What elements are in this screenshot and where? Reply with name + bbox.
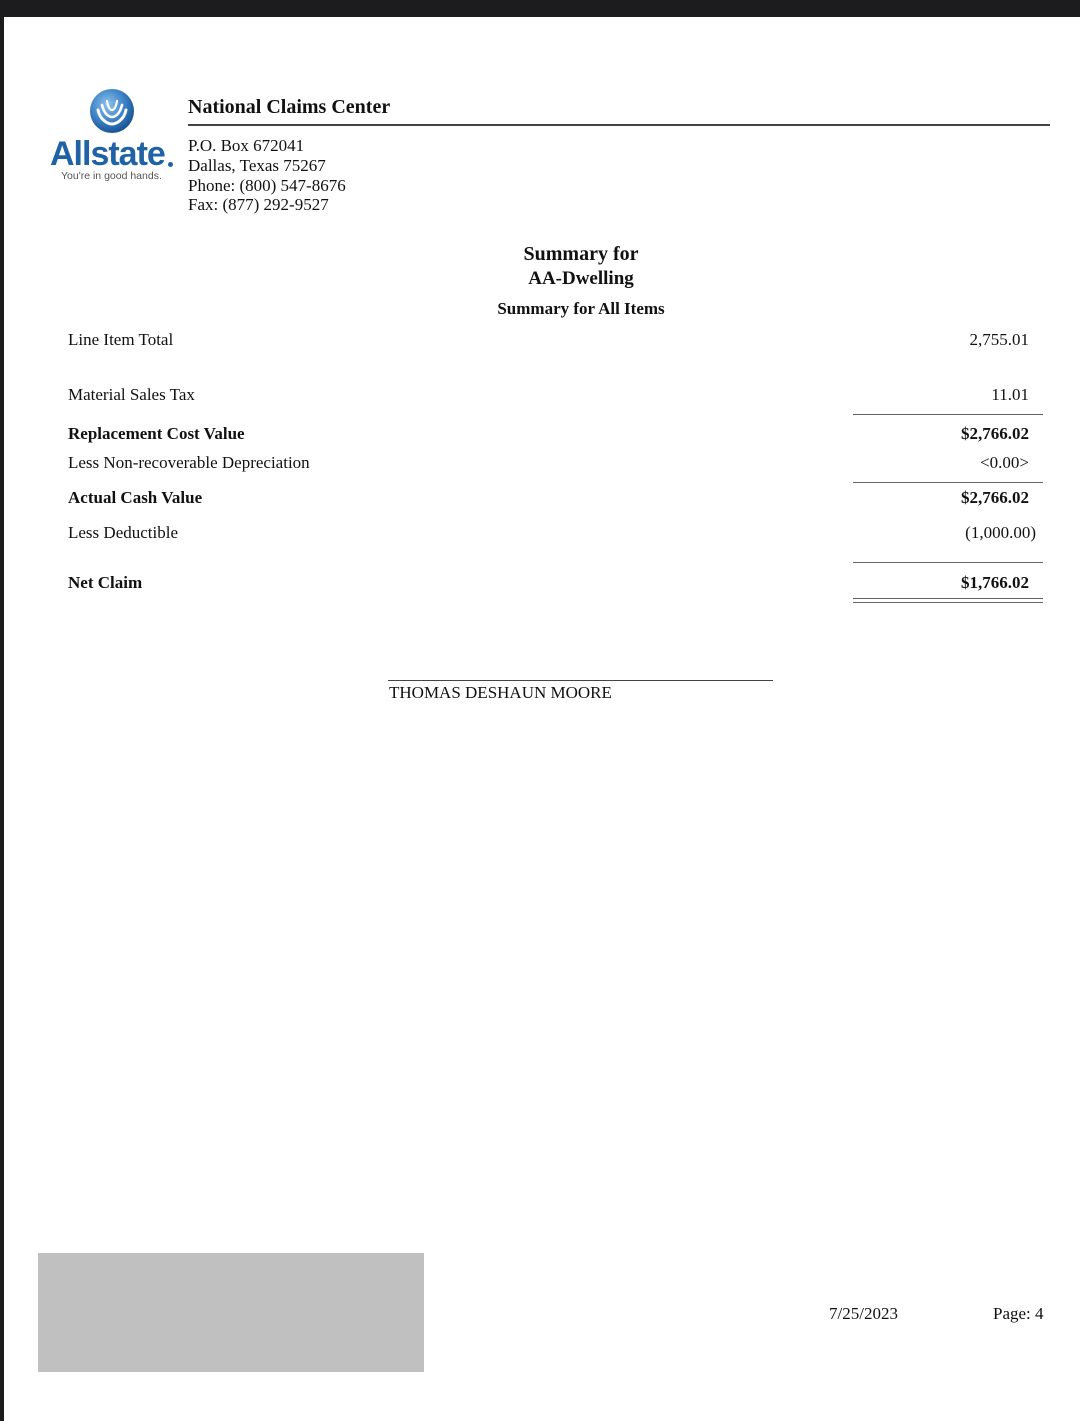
material-sales-tax-label: Material Sales Tax (68, 385, 195, 404)
company-name: National Claims Center (188, 96, 391, 118)
summary-all-items: Summary for All Items (497, 299, 665, 318)
net-claim-label: Net Claim (68, 573, 143, 592)
logo-dot (168, 162, 173, 167)
non-recoverable-depreciation-value: <0.00> (980, 453, 1029, 472)
summary-subtitle: AA-Dwelling (528, 268, 634, 289)
line-item-total-value: 2,755.01 (969, 330, 1029, 349)
phone-number: Phone: (800) 547-8676 (188, 176, 346, 195)
non-recoverable-depreciation-label: Less Non-recoverable Depreciation (68, 453, 310, 472)
fax-number: Fax: (877) 292-9527 (188, 195, 329, 214)
depreciation-rule (853, 482, 1043, 483)
window-top-bar (0, 0, 1080, 17)
footer-date: 7/25/2023 (829, 1304, 898, 1323)
deductible-rule (853, 562, 1043, 563)
allstate-logo (48, 88, 180, 188)
net-claim-double-rule (853, 598, 1043, 603)
address-line-2: Dallas, Texas 75267 (188, 156, 326, 175)
line-item-total-label: Line Item Total (68, 330, 174, 349)
replacement-cost-value-amount: $2,766.02 (961, 424, 1029, 443)
signatory-name: THOMAS DESHAUN MOORE (389, 683, 612, 702)
summary-title: Summary for (523, 243, 639, 265)
redacted-block (38, 1253, 424, 1372)
material-sales-tax-value: 11.01 (991, 385, 1029, 404)
logo-wordmark: Allstate (50, 135, 165, 173)
replacement-cost-value-label: Replacement Cost Value (68, 424, 245, 443)
logo-tagline: You're in good hands. (61, 170, 162, 182)
actual-cash-value-label: Actual Cash Value (68, 488, 203, 507)
window-left-edge (0, 17, 4, 1421)
deductible-value: (1,000.00) (965, 523, 1036, 542)
address-line-1: P.O. Box 672041 (188, 136, 305, 155)
header-rule (188, 124, 1050, 126)
page-number: Page: 4 (993, 1304, 1044, 1323)
actual-cash-value-amount: $2,766.02 (961, 488, 1029, 507)
deductible-label: Less Deductible (68, 523, 178, 542)
net-claim-value: $1,766.02 (961, 573, 1029, 592)
hands-icon (86, 88, 138, 134)
subtotal-rule (853, 414, 1043, 415)
signature-line (388, 680, 773, 681)
